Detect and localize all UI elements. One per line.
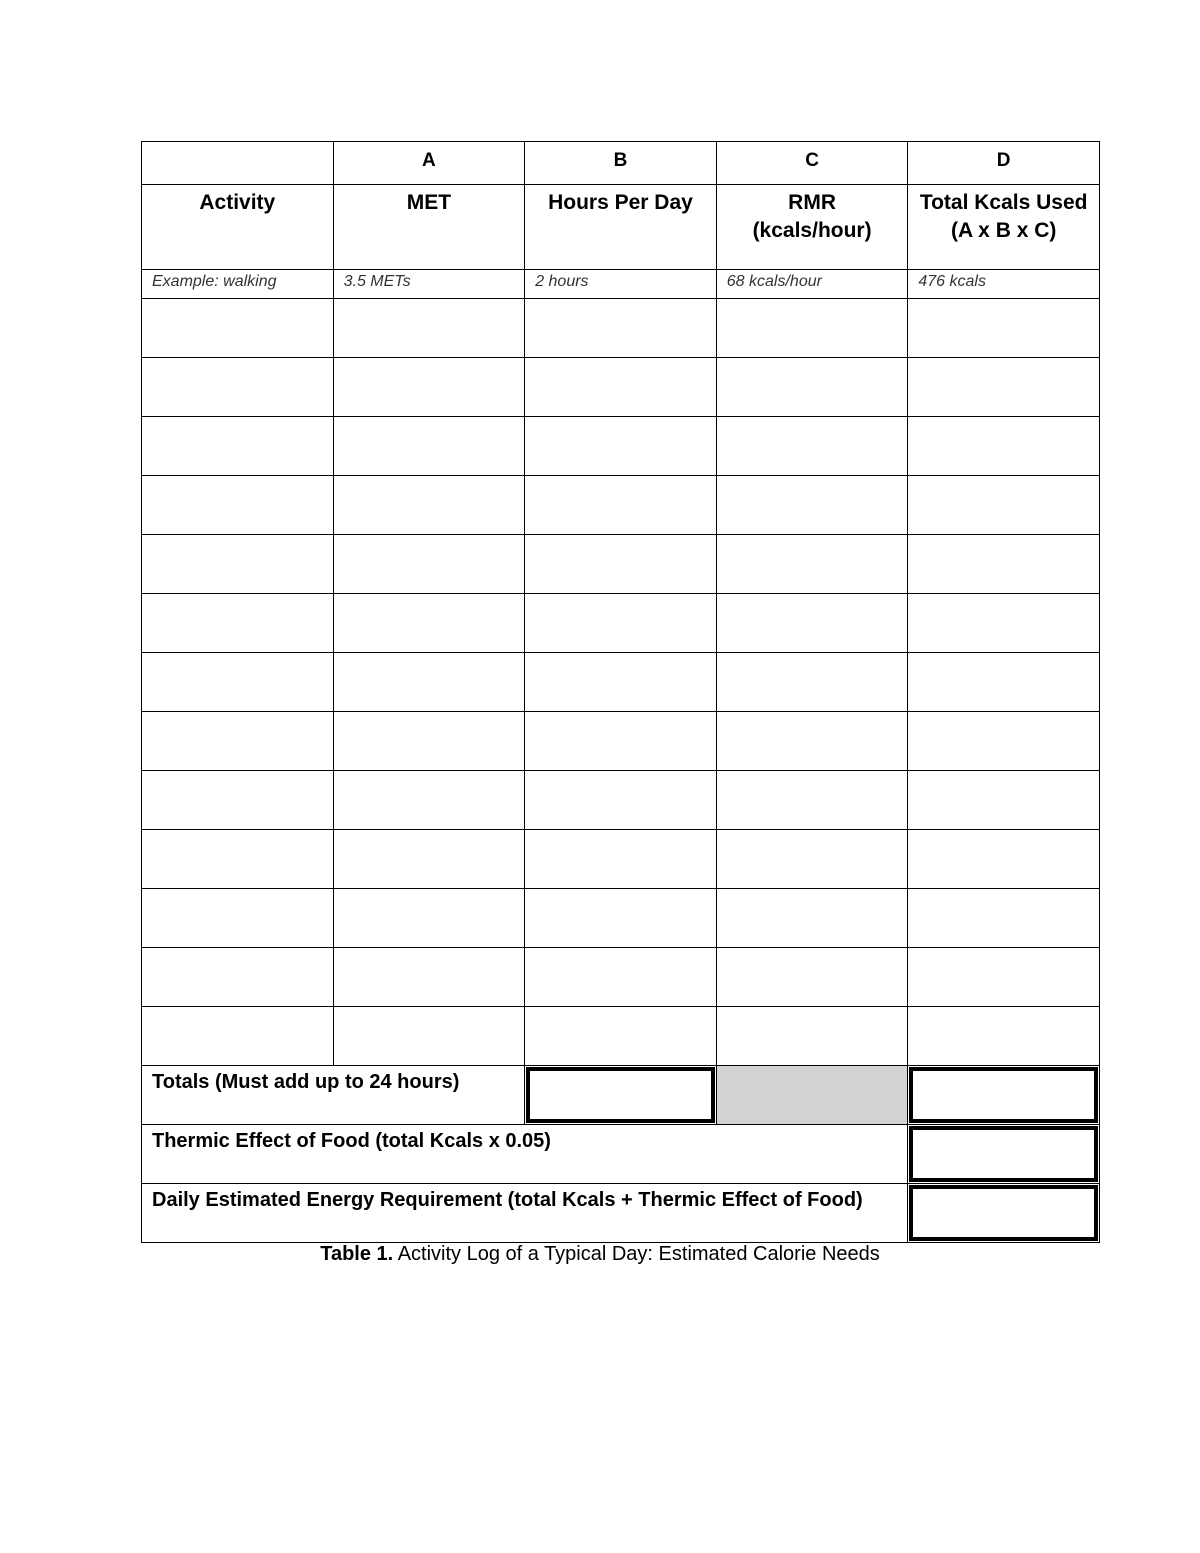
header-row <box>142 185 1100 270</box>
thermic-row <box>142 1125 1100 1184</box>
letter-cell-c: C <box>716 142 908 185</box>
header-activity: Activity <box>142 185 334 270</box>
daily-requirement-value-cell[interactable] <box>908 1184 1100 1243</box>
entry-hours-cell[interactable] <box>525 830 717 889</box>
entry-total-cell[interactable] <box>908 830 1100 889</box>
entry-hours-cell[interactable] <box>525 771 717 830</box>
entry-hours-cell[interactable] <box>525 889 717 948</box>
entry-total-cell[interactable] <box>908 948 1100 1007</box>
header-met: MET <box>333 185 525 270</box>
entry-activity-cell[interactable] <box>142 889 334 948</box>
entry-hours-cell[interactable] <box>525 948 717 1007</box>
example-row <box>142 270 1100 299</box>
entry-activity-cell[interactable] <box>142 476 334 535</box>
totals-hours-cell[interactable] <box>525 1066 717 1125</box>
entry-row <box>142 358 1100 417</box>
header-total-kcals: Total Kcals Used (A x B x C) <box>908 185 1100 270</box>
entry-rmr-cell[interactable] <box>716 594 908 653</box>
table-caption <box>0 1243 1200 1266</box>
entry-activity-cell[interactable] <box>142 653 334 712</box>
entry-activity-cell[interactable] <box>142 771 334 830</box>
entry-hours-cell[interactable] <box>525 299 717 358</box>
entry-activity-cell[interactable] <box>142 948 334 1007</box>
entry-activity-cell[interactable] <box>142 299 334 358</box>
entry-total-cell[interactable] <box>908 1007 1100 1066</box>
entry-hours-cell[interactable] <box>525 358 717 417</box>
header-hours: Hours Per Day <box>525 185 717 270</box>
totals-label: Totals (Must add up to 24 hours) <box>142 1066 525 1125</box>
entry-met-cell[interactable] <box>333 535 525 594</box>
entry-activity-cell[interactable] <box>142 830 334 889</box>
entry-met-cell[interactable] <box>333 1007 525 1066</box>
entry-activity-cell[interactable] <box>142 1007 334 1066</box>
letter-cell-b: B <box>525 142 717 185</box>
thermic-value-box <box>909 1126 1098 1182</box>
daily-requirement-row <box>142 1184 1100 1243</box>
entry-rmr-cell[interactable] <box>716 358 908 417</box>
entry-total-cell[interactable] <box>908 889 1100 948</box>
entry-row <box>142 535 1100 594</box>
entry-met-cell[interactable] <box>333 830 525 889</box>
entry-row <box>142 594 1100 653</box>
totals-hours-box <box>526 1067 715 1123</box>
example-hours: 2 hours <box>525 270 717 299</box>
entry-total-cell[interactable] <box>908 712 1100 771</box>
example-met: 3.5 METs <box>333 270 525 299</box>
entry-met-cell[interactable] <box>333 771 525 830</box>
entry-met-cell[interactable] <box>333 948 525 1007</box>
entry-total-cell[interactable] <box>908 476 1100 535</box>
entry-hours-cell[interactable] <box>525 476 717 535</box>
entry-total-cell[interactable] <box>908 653 1100 712</box>
caption-text: Activity Log of a Typical Day: Estimated Calorie Needs <box>393 1243 880 1265</box>
caption-label: Table 1. <box>320 1243 394 1265</box>
totals-kcals-box <box>909 1067 1098 1123</box>
entry-row <box>142 653 1100 712</box>
entry-activity-cell[interactable] <box>142 358 334 417</box>
letter-cell-a: A <box>333 142 525 185</box>
entry-rmr-cell[interactable] <box>716 476 908 535</box>
entry-row <box>142 948 1100 1007</box>
entry-met-cell[interactable] <box>333 712 525 771</box>
entry-rmr-cell[interactable] <box>716 830 908 889</box>
entry-total-cell[interactable] <box>908 594 1100 653</box>
thermic-label: Thermic Effect of Food (total Kcals x 0.05) <box>142 1125 908 1184</box>
entry-hours-cell[interactable] <box>525 594 717 653</box>
entry-rmr-cell[interactable] <box>716 712 908 771</box>
entry-hours-cell[interactable] <box>525 1007 717 1066</box>
entry-activity-cell[interactable] <box>142 535 334 594</box>
entry-row <box>142 771 1100 830</box>
entry-rmr-cell[interactable] <box>716 1007 908 1066</box>
column-letter-row <box>142 142 1100 185</box>
example-rmr: 68 kcals/hour <box>716 270 908 299</box>
entry-rmr-cell[interactable] <box>716 771 908 830</box>
entry-met-cell[interactable] <box>333 417 525 476</box>
entry-met-cell[interactable] <box>333 889 525 948</box>
entry-met-cell[interactable] <box>333 594 525 653</box>
entry-total-cell[interactable] <box>908 358 1100 417</box>
entry-row <box>142 417 1100 476</box>
entry-row <box>142 299 1100 358</box>
entry-total-cell[interactable] <box>908 771 1100 830</box>
entry-rmr-cell[interactable] <box>716 653 908 712</box>
entry-activity-cell[interactable] <box>142 712 334 771</box>
entry-activity-cell[interactable] <box>142 417 334 476</box>
activity-log-table <box>141 141 1100 1243</box>
example-activity: Example: walking <box>142 270 334 299</box>
totals-row <box>142 1066 1100 1125</box>
entry-row <box>142 830 1100 889</box>
entry-met-cell[interactable] <box>333 299 525 358</box>
header-rmr: RMR (kcals/hour) <box>716 185 908 270</box>
entry-met-cell[interactable] <box>333 358 525 417</box>
entry-row <box>142 889 1100 948</box>
letter-cell-blank <box>142 142 334 185</box>
entry-hours-cell[interactable] <box>525 535 717 594</box>
entry-met-cell[interactable] <box>333 653 525 712</box>
entry-total-cell[interactable] <box>908 417 1100 476</box>
entry-rmr-cell[interactable] <box>716 889 908 948</box>
totals-rmr-shaded-cell <box>716 1066 908 1125</box>
daily-requirement-label: Daily Estimated Energy Requirement (total Kcals + Thermic Effect of Food) <box>142 1184 908 1243</box>
entry-row <box>142 1007 1100 1066</box>
entry-met-cell[interactable] <box>333 476 525 535</box>
letter-cell-d: D <box>908 142 1100 185</box>
entry-row <box>142 712 1100 771</box>
entry-hours-cell[interactable] <box>525 653 717 712</box>
entry-rmr-cell[interactable] <box>716 535 908 594</box>
entry-rmr-cell[interactable] <box>716 948 908 1007</box>
entry-hours-cell[interactable] <box>525 712 717 771</box>
entry-row <box>142 476 1100 535</box>
entry-hours-cell[interactable] <box>525 417 717 476</box>
entry-rmr-cell[interactable] <box>716 299 908 358</box>
totals-kcals-cell[interactable] <box>908 1066 1100 1125</box>
example-total: 476 kcals <box>908 270 1100 299</box>
daily-requirement-value-box <box>909 1185 1098 1241</box>
entry-rmr-cell[interactable] <box>716 417 908 476</box>
entry-total-cell[interactable] <box>908 299 1100 358</box>
thermic-value-cell[interactable] <box>908 1125 1100 1184</box>
entry-activity-cell[interactable] <box>142 594 334 653</box>
entry-total-cell[interactable] <box>908 535 1100 594</box>
